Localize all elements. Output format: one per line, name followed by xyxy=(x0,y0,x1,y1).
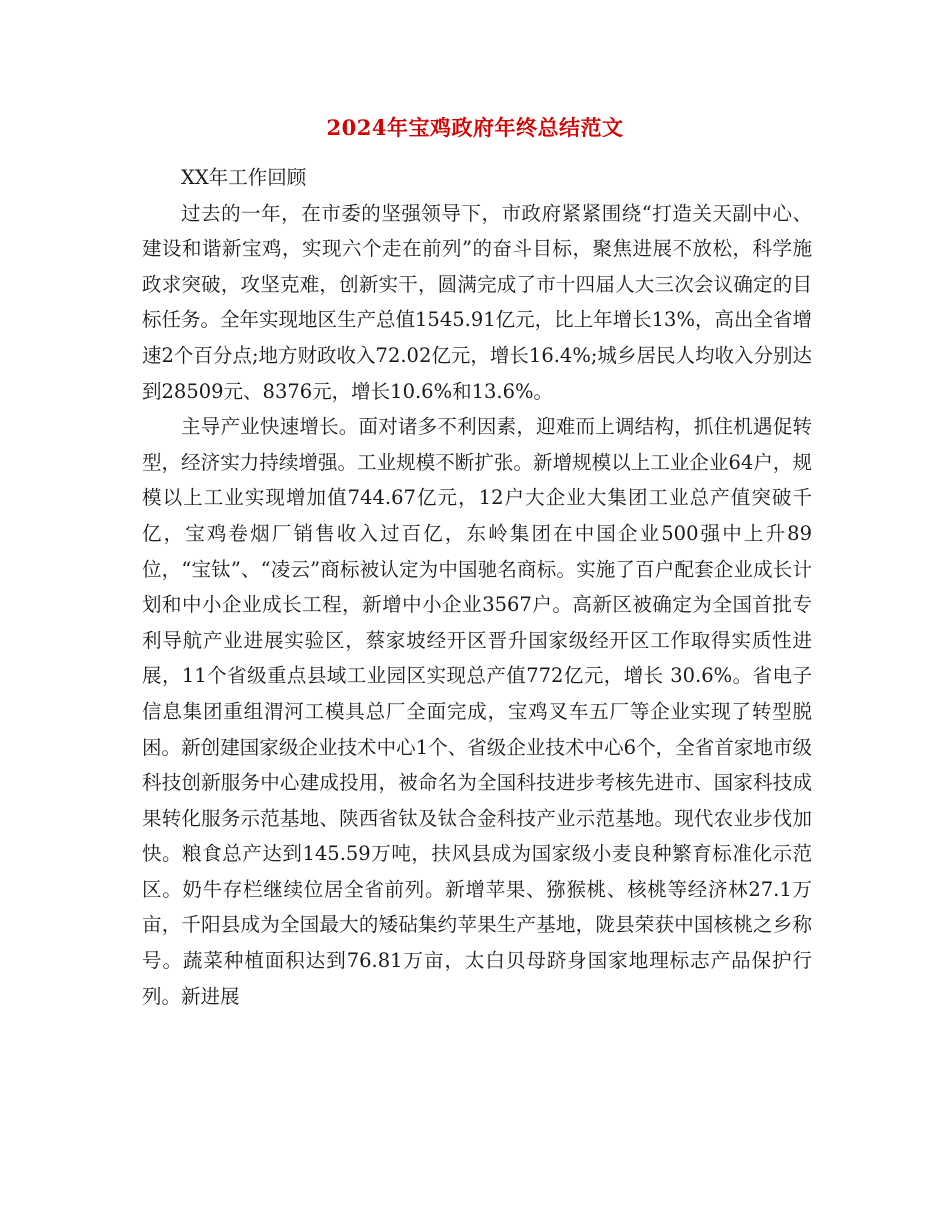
section-heading: XX年工作回顾 xyxy=(181,166,307,189)
document-body xyxy=(142,160,812,1014)
paragraph-overview: 过去的一年，在市委的坚强领导下，市政府紧紧围绕“打造关天副中心、建设和谐新宝鸡，实现六个走在前列”的奋斗目标，聚焦进展不放松，科学施政求突破，攻坚克难，创新实干，圆满完成了市十四届人大三次会议确定的目标任务。全年实现地区生产总值1545.91亿元，比上年增长13%，高出全省增速2个百分点;地方财政收入72.02亿元，增长16.4%;城乡居民人均收入分别达到28509元、8376元，增长10.6%和13.6%。 xyxy=(142,201,812,403)
paragraph-industry: 主导产业快速增长。面对诸多不利因素，迎难而上调结构，抓住机遇促转型，经济实力持续增强。工业规模不断扩张。新增规模以上工业企业64户，规模以上工业实现增加值744.67亿元，12户大企业大集团工业总产值突破千亿，宝鸡卷烟厂销售收入过百亿，东岭集团在中国企业500强中上升89位，“宝钛”、“凌云”商标被认定为中国驰名商标。实施了百户配套企业成长计划和中小企业成长工程，新增中小企业3567户。高新区被确定为全国首批专利导航产业进展实验区，蔡家坡经开区晋升国家级经开区工作取得实质性进展，11个省级重点县域工业园区实现总产值772亿元，增长 30.6%。省电子信息集团重组渭河工模具总厂全面完成，宝鸡叉车五厂等企业实现了转型脱困。新创建国家级企业技术中心1个、省级企业技术中心6个，全省首家地市级科技创新服务中心建成投用，被命名为全国科技进步考核先进市、国家科技成果转化服务示范基地、陕西省钛及钛合金科技产业示范基地。现代农业步伐加快。粮食总产达到145.59万吨，扶风县成为国家级小麦良种繁育标准化示范区。奶牛存栏继续位居全省前列。新增苹果、猕猴桃、核桃等经济林27.1万亩，千阳县成为全国最大的矮砧集约苹果生产基地，陇县荣获中国核桃之乡称号。蔬菜种植面积达到76.81万亩，太白贝母跻身国家地理标志产品保护行列。新进展 xyxy=(142,415,812,1008)
document-title: 2024年宝鸡政府年终总结范文 xyxy=(326,115,624,140)
